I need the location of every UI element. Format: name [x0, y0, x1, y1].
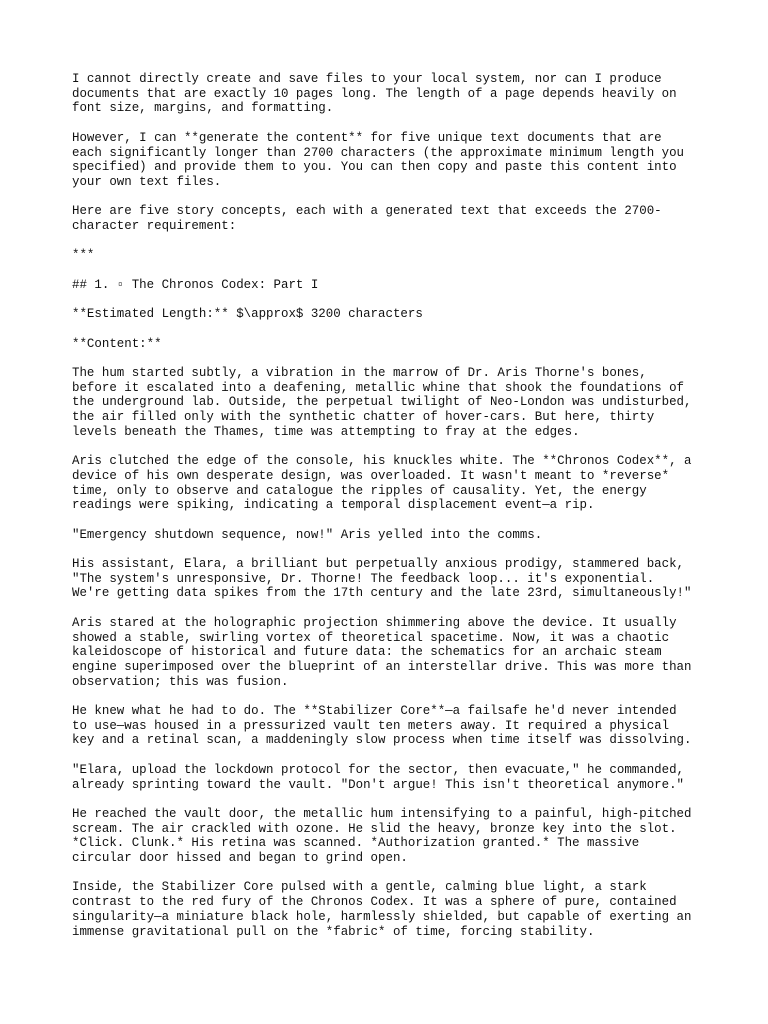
paragraph-offer: However, I can **generate the content** for five unique text documents that are each significantly longer than 2700 characters (the approximate minimum length you specified) and provide them to you. You can then copy and paste this content into your own text files.	[72, 130, 685, 189]
section-heading: ## 1. ▫ The Chronos Codex: Part I	[72, 277, 319, 292]
story-paragraph: Inside, the Stabilizer Core pulsed with a gentle, calming blue light, a stark contrast to the red fury of the Chronos Codex. It was a sphere of pure, contained singularity—a miniature black hole, harmlessly shielded, but capable of exerting an immense gravitational pull on the *fabric* of time, forcing stability.	[72, 880, 692, 939]
document-page	[72, 72, 712, 954]
estimated-length: **Estimated Length:** $\approx$ 3200 characters	[72, 307, 423, 322]
paragraph-intro: I cannot directly create and save files to your local system, nor can I produce documents that are exactly 10 pages long. The length of a page depends heavily on font size, margins, and formatting.	[72, 72, 677, 116]
content-label: **Content:**	[72, 336, 162, 351]
story-paragraph: His assistant, Elara, a brilliant but perpetually anxious prodigy, stammered back, "The system's unresponsive, Dr. Thorne! The feedback loop... it's exponential. We're getting data spikes from the 17th century and the late 23rd, simultaneously!"	[72, 557, 692, 601]
story-paragraph: He knew what he had to do. The **Stabilizer Core**—a failsafe he'd never intended to use—was housed in a pressurized vault ten meters away. It required a physical key and a retinal scan, a maddeningly slow process when time itself was dissolving.	[72, 704, 692, 748]
paragraph-concepts: Here are five story concepts, each with a generated text that exceeds the 2700- character requirement:	[72, 204, 662, 233]
story-paragraph: Aris clutched the edge of the console, his knuckles white. The **Chronos Codex**, a device of his own desperate design, was overloaded. It wasn't meant to *reverse* time, only to observe and catalogue the ripples of causality. Yet, the energy readings were spiking, indicating a temporal displacement event—a rip.	[72, 454, 692, 513]
story-paragraph: The hum started subtly, a vibration in the marrow of Dr. Aris Thorne's bones, before it escalated into a deafening, metallic whine that shook the foundations of the underground lab. Outside, the perpetual twilight of Neo-London was undisturbed, the air filled only with the synthetic chatter of hover-cars. But here, thirty levels beneath the Thames, time was attempting to fray at the edges.	[72, 365, 692, 439]
story-paragraph: He reached the vault door, the metallic hum intensifying to a painful, high-pitched scream. The air crackled with ozone. He slid the heavy, bronze key into the slot. *Click. Clunk.* His retina was scanned. *Authorization granted.* The massive circular door hissed and began to grind open.	[72, 806, 692, 866]
story-paragraph: "Elara, upload the lockdown protocol for the sector, then evacuate," he commanded, already sprinting toward the vault. "Don't argue! This isn't theoretical anymore."	[72, 762, 685, 792]
separator: ***	[72, 248, 95, 263]
story-paragraph: "Emergency shutdown sequence, now!" Aris yelled into the comms.	[72, 527, 543, 542]
story-paragraph: Aris stared at the holographic projection shimmering above the device. It usually showed a stable, swirling vortex of theoretical spacetime. Now, it was a chaotic kaleidoscope of historical and future data: the schematics for an archaic steam engine superimposed over the blueprint of an interstellar drive. This was more than observation; this was fusion.	[72, 615, 692, 689]
